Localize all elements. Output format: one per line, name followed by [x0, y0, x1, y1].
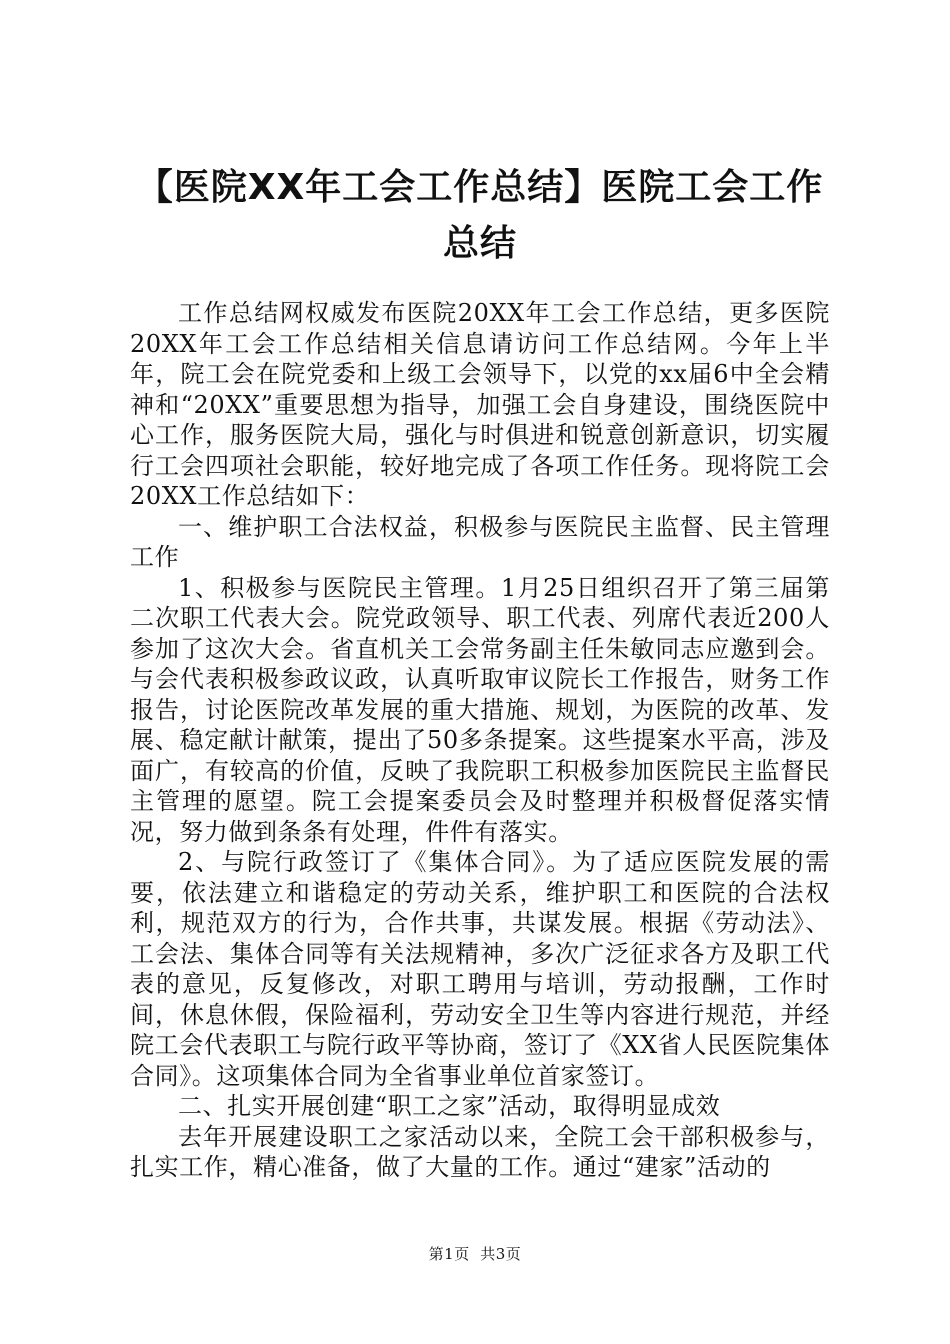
page-footer: [0, 1244, 950, 1264]
section-heading-1: 一、维护职工合法权益，积极参与医院民主监督、民主管理工作: [130, 512, 830, 571]
page-number: 第1页: [428, 1245, 470, 1263]
page-total: 共3页: [480, 1245, 522, 1263]
paragraph-intro: 工作总结网权威发布医院20XX年工会工作总结，更多医院20XX年工会工作总结相关信息请访问工作总结网。今年上半年，院工会在院党委和上级工会领导下，以党的xx届6中全会精神和“20XX”重要思想为指导，加强工会自身建设，围绕医院中心工作，服务医院大局，强化与时俱进和锐意创新意识，切实履行工会四项社会职能，较好地完成了各项工作任务。现将院工会20XX工作总结如下：: [130, 299, 830, 510]
document-body: [130, 298, 830, 1183]
document-title: 【医院XX年工会工作总结】医院工会工作总结: [136, 167, 824, 264]
section-heading-2: 二、扎实开展创建“职工之家”活动，取得明显成效: [178, 1092, 721, 1120]
paragraph-item-2: 2、与院行政签订了《集体合同》。为了适应医院发展的需要，依法建立和谐稳定的劳动关系，维护职工和医院的合法权利，规范双方的行为，合作共事，共谋发展。根据《劳动法》、工会法、集体合同等有关法规精神，多次广泛征求各方及职工代表的意见，反复修改，对职工聘用与培训，劳动报酬，工作时间，休息休假，保险福利，劳动安全卫生等内容进行规范，并经院工会代表职工与院行政平等协商，签订了《XX省人民医院集体合同》。这项集体合同为全省事业单位首家签订。: [130, 848, 830, 1090]
paragraph-section-2: 去年开展建设职工之家活动以来，全院工会干部积极参与，扎实工作，精心准备，做了大量的工作。通过“建家”活动的: [130, 1122, 830, 1181]
paragraph-item-1: 1、积极参与医院民主管理。1月25日组织召开了第三届第二次职工代表大会。院党政领导、职工代表、列席代表近200人参加了这次大会。省直机关工会常务副主任朱敏同志应邀到会。与会代表积极参政议政，认真听取审议院长工作报告，财务工作报告，讨论医院改革发展的重大措施、规划，为医院的改革、发展、稳定献计献策，提出了50多条提案。这些提案水平高，涉及面广，有较高的价值，反映了我院职工积极参加医院民主监督民主管理的愿望。院工会提案委员会及时整理并积极督促落实情况，努力做到条条有处理，件件有落实。: [130, 573, 830, 846]
